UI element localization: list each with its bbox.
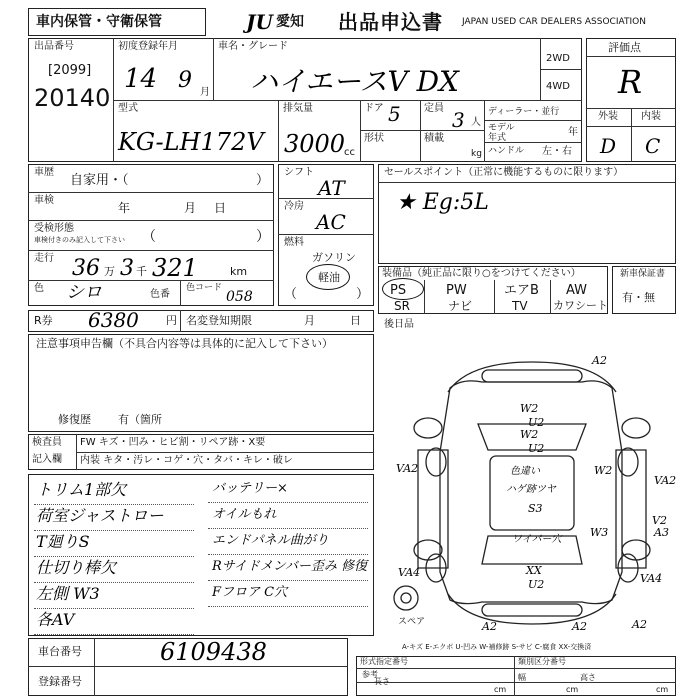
remark-left-2: T廻りS — [36, 532, 90, 551]
model-type-label: 型式 — [118, 103, 138, 114]
mark-6: W2 — [594, 464, 613, 477]
car-name: ハイエースV DX — [250, 65, 459, 98]
reg-year: 14 — [124, 64, 158, 94]
model-grade-label: 車名・グレード — [218, 41, 288, 52]
capacity-label: 定員 — [424, 103, 444, 114]
class-no-label: 類別区分番号 — [518, 657, 566, 666]
persons-label: 人 — [471, 117, 481, 128]
repair-history-label: 修復歴 — [58, 413, 91, 426]
warranty-label: 新車保証書 — [620, 269, 666, 279]
model-code: KG-LH172V — [118, 128, 264, 156]
rating-value: R — [618, 63, 643, 101]
mark-3: W2 — [520, 428, 539, 441]
equip-ps: PS — [390, 283, 407, 298]
kg-label: kg — [471, 149, 482, 159]
remark-right-2: エンドパネル曲がり — [212, 533, 329, 548]
color-code-label: 色コード — [186, 283, 223, 293]
after-equip-label: 後日品 — [384, 319, 414, 330]
received-cert-label: 受検形態 — [34, 223, 74, 234]
color-code-value: 058 — [226, 289, 253, 305]
displacement-value: 3000 — [284, 130, 346, 158]
drive-2wd: 2WD — [546, 53, 570, 64]
notes-title: 注意事項申告欄（不具合内容等は具体的に記入して下さい） — [36, 337, 333, 350]
fuel-paren-close: ） — [356, 287, 370, 302]
equip-airbag: エアB — [504, 283, 539, 298]
remark-left-line-1 — [34, 530, 194, 531]
remark-right-3: Rサイドメンバー歪み 修復 — [212, 559, 367, 574]
height-label: 高さ — [580, 673, 596, 682]
remark-left-line-4 — [34, 608, 194, 609]
remark-left-line-3 — [34, 582, 194, 583]
car-tax-day: 日 — [350, 314, 361, 327]
equip-ps-circle — [382, 278, 424, 300]
recycle-label: R券 — [34, 314, 53, 327]
selling-points-label: セールスポイント（正常に機能するものに限ります） — [384, 167, 624, 178]
inspection-label: 車検 — [34, 195, 54, 206]
mark-5: VA2 — [396, 462, 419, 475]
capacity-value: 3 — [452, 108, 465, 132]
reg-month: 9 — [178, 68, 192, 93]
fuel-label: 燃料 — [284, 237, 304, 248]
remark-left-1: 荷室ジャストロー — [36, 506, 164, 525]
remark-left-line-2 — [34, 556, 194, 557]
recycle-yen: 円 — [166, 314, 177, 327]
inspection-day: 日 — [214, 201, 227, 215]
year-suffix: 年 — [568, 127, 578, 138]
car-diagram — [378, 332, 676, 650]
car-tax-label: 名変登知期限 — [186, 314, 252, 327]
load-label: 積載 — [424, 133, 444, 144]
fuel-paren-open: （ — [284, 287, 298, 302]
inspector-label: 検査員 — [32, 437, 62, 448]
mark-7: VA2 — [654, 474, 676, 487]
equip-aw: AW — [566, 283, 588, 298]
mark-4: U2 — [528, 442, 545, 455]
color-label: 色 — [34, 283, 44, 294]
mark-13: XX — [526, 564, 542, 577]
mark-10: W3 — [590, 526, 609, 539]
shift-value: AT — [318, 176, 345, 200]
inspection-month: 月 — [184, 201, 197, 215]
history-label: 車歴 — [34, 167, 54, 178]
mileage-rest-value: 321 — [152, 254, 198, 282]
shape-label: 形状 — [364, 133, 384, 144]
equip-pw: PW — [446, 283, 467, 298]
doors-label: ドア — [364, 103, 384, 114]
mark-11: VA4 — [398, 566, 421, 579]
storage-label: 車内保管・守衛保管 — [36, 14, 162, 30]
exterior-label: 外装 — [598, 111, 618, 122]
remark-right-0: バッテリー× — [212, 481, 288, 496]
length-cm: cm — [494, 685, 507, 694]
mark-2: U2 — [528, 416, 545, 429]
dealer-import-label: ディーラー・並行 — [488, 107, 560, 117]
color-value: シロ — [66, 282, 102, 303]
selling-point-value: ★ Eg:5L — [396, 190, 489, 215]
remark-right-line-1 — [208, 528, 368, 529]
equipment-label: 装備品（純正品に限り○をつけてください） — [382, 268, 581, 279]
remark-right-line-3 — [208, 580, 368, 581]
warranty-options: 有・無 — [622, 291, 655, 304]
mark-18: ハゲ跡ツヤ — [506, 484, 556, 495]
equip-tv: TV — [512, 299, 528, 313]
shift-label: シフト — [284, 167, 314, 178]
km-label: km — [230, 265, 248, 278]
history-close: ） — [256, 173, 270, 188]
length-label: 長さ — [374, 677, 390, 686]
remark-left-5: 各AV — [36, 610, 75, 629]
mark-16: S3 — [528, 502, 543, 515]
frame-number: 6109438 — [160, 638, 267, 666]
remark-right-1: オイルもれ — [212, 507, 277, 522]
mark-0: A2 — [592, 354, 607, 367]
mark-9: A3 — [654, 526, 669, 539]
equip-sr: SR — [394, 299, 410, 313]
history-value: 自家用・（ — [70, 173, 129, 188]
aircon-value: AC — [316, 210, 346, 234]
mark-21: A2 — [632, 618, 647, 631]
lot-no-label: 出品番号 — [34, 41, 74, 52]
repair-history-value: 有（箇所 — [118, 413, 162, 426]
remark-right-4: Fフロア C穴 — [212, 585, 288, 600]
mark-19: A2 — [482, 620, 497, 633]
checks-fw: FW キズ・凹み・ヒビ割・リペア跡・X要 — [80, 437, 266, 448]
org-name: 愛知 — [276, 14, 304, 30]
remark-right-line-0 — [208, 502, 368, 503]
displacement-label: 排気量 — [283, 103, 313, 114]
mileage-sen-value: 3 — [120, 256, 134, 281]
doc-title: 出品申込書 — [338, 10, 443, 34]
mark-12: VA4 — [640, 572, 663, 585]
mark-15: ワイパー穴 — [512, 534, 562, 545]
entry-col-label: 記入欄 — [32, 454, 62, 465]
ju-logo-icon: JU — [246, 10, 273, 34]
damage-legend: A-キズ E-エクボ U-凹み W-補修跡 S-サビ C-腐食 XX-交換済 — [402, 643, 592, 651]
spare-label: スペア — [398, 617, 426, 627]
rating-label: 評価点 — [608, 41, 641, 54]
mileage-label: 走行 — [34, 253, 54, 264]
received-paren-open: （ — [142, 229, 156, 245]
interior-grade: C — [645, 134, 661, 158]
car-tax-month: 月 — [304, 314, 315, 327]
mark-1: W2 — [520, 402, 539, 415]
color-no-label: 色番 — [150, 289, 170, 300]
form-cert-label: 形式指定番号 — [360, 657, 408, 666]
ref-label-1: 参考 — [362, 670, 378, 679]
remark-left-line-5 — [34, 634, 194, 635]
received-paren-close: ） — [256, 229, 270, 245]
equip-leather: カワシート — [553, 299, 608, 312]
mark-20: A2 — [572, 620, 587, 633]
remark-left-3: 仕切り棒欠 — [36, 558, 117, 577]
remark-right-line-4 — [208, 606, 368, 607]
fuel-diesel: 軽油 — [318, 271, 340, 284]
recycle-value: 6380 — [88, 308, 139, 332]
exterior-grade: D — [600, 134, 617, 158]
cc-label: cc — [344, 147, 355, 158]
association-name: JAPAN USED CAR DEALERS ASSOCIATION — [462, 17, 646, 27]
reg-month-suffix: 月 — [200, 87, 210, 98]
width-cm: cm — [566, 685, 579, 694]
remark-left-0: トリム1部欠 — [36, 480, 127, 499]
checks-interior: 内装 キタ・汚レ・コゲ・穴・タバ・キレ・破レ — [80, 455, 293, 466]
fuel-circle — [306, 264, 350, 290]
mileage-man-label: 万 — [104, 265, 115, 278]
handle-options: 左・右 — [542, 146, 572, 157]
mark-8: V2 — [652, 514, 667, 527]
remark-right-line-2 — [208, 554, 368, 555]
width-label: 幅 — [518, 673, 526, 682]
interior-label: 内装 — [641, 111, 661, 122]
lot-bracket: [2099] — [48, 63, 92, 78]
first-reg-label: 初度登録年月 — [118, 41, 178, 52]
equip-navi: ナビ — [448, 299, 473, 313]
model-year-label: モデル 年式 — [488, 123, 515, 143]
drive-4wd: 4WD — [546, 81, 570, 92]
aircon-label: 冷房 — [284, 201, 304, 212]
doors-value: 5 — [388, 102, 401, 126]
mileage-sen-label: 千 — [136, 265, 147, 278]
height-cm: cm — [656, 685, 669, 694]
remark-left-line-0 — [34, 504, 194, 505]
mark-14: U2 — [528, 578, 545, 591]
mileage-man-value: 36 — [72, 256, 100, 281]
handle-label: ハンドル — [488, 146, 525, 156]
reg-no-label: 登録番号 — [38, 675, 82, 688]
lot-number: 20140 — [34, 84, 111, 112]
fuel-value: ガソリン — [312, 251, 356, 264]
remark-left-4: 左側 W3 — [36, 584, 100, 603]
frame-no-label: 車台番号 — [38, 645, 82, 658]
mark-17: 色違い — [510, 466, 540, 477]
inspection-year: 年 — [118, 201, 131, 215]
received-note: 車検付きのみ記入して下さい — [34, 236, 125, 244]
